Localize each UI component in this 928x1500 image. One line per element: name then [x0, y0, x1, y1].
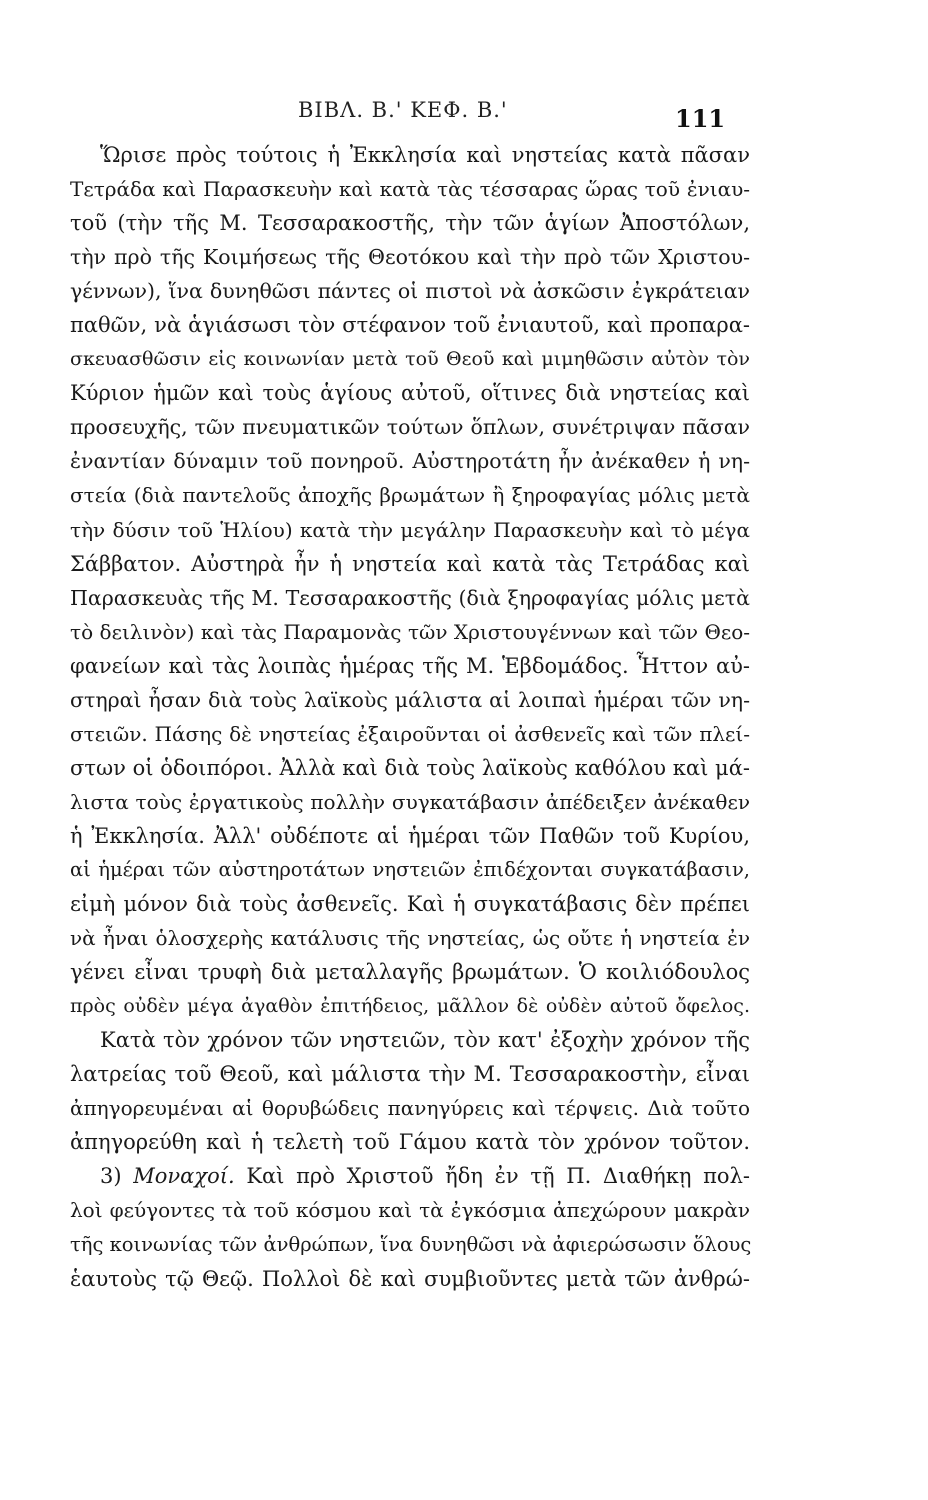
- text-line: φανείων καὶ τὰς λοιπὰς ἡμέρας τῆς Μ. Ἑβδομάδος. Ἧττον αὐ-: [70, 653, 750, 678]
- section-title: Μοναχοί.: [133, 1164, 235, 1189]
- text-line: ἑαυτοὺς τῷ Θεῷ. Πολλοὶ δὲ καὶ συμβιοῦντες μετὰ τῶν ἀνθρώ-: [70, 1266, 750, 1291]
- text-line: τὴν δύσιν τοῦ Ἡλίου) κατὰ τὴν μεγάλην Παρασκευὴν καὶ τὸ μέγα: [70, 517, 750, 542]
- running-header: ΒΙΒΛ. Β.' ΚΕΦ. Β.': [298, 98, 508, 122]
- text-line: τὴν πρὸ τῆς Κοιμήσεως τῆς Θεοτόκου καὶ τὴν πρὸ τῶν Χριστου-: [70, 245, 750, 270]
- text-line: γένει εἶναι τρυφὴ διὰ μεταλλαγῆς βρωμάτων. Ὁ κοιλιόδουλος: [70, 960, 750, 985]
- text-line: Κύριον ἡμῶν καὶ τοὺς ἁγίους αὐτοῦ, οἵτινες διὰ νηστείας καὶ: [70, 381, 750, 406]
- text-line: Ὥρισε πρὸς τούτοις ἡ Ἐκκλησία καὶ νηστείας κατὰ πᾶσαν: [100, 143, 750, 167]
- text-line: Σάββατον. Αὐστηρὰ ἦν ἡ νηστεία καὶ κατὰ τὰς Τετράδας καὶ: [70, 551, 750, 576]
- text-line: ἐναντίαν δύναμιν τοῦ πονηροῦ. Αὐστηροτάτη ἦν ἀνέκαθεν ἡ νη-: [70, 449, 750, 474]
- section-line: [70, 1159, 750, 1193]
- text-line: λιστα τοὺς ἐργατικοὺς πολλὴν συγκατάβασιν ἀπέδειξεν ἀνέκαθεν: [70, 789, 750, 814]
- text-line: Παρασκευὰς τῆς Μ. Τεσσαρακοστῆς (διὰ ξηροφαγίας μόλις μετὰ: [70, 585, 750, 610]
- text-line: παθῶν, νὰ ἁγιάσωσι τὸν στέφανον τοῦ ἐνιαυτοῦ, καὶ προπαρα-: [70, 313, 750, 338]
- text-line: πρὸς οὐδὲν μέγα ἀγαθὸν ἐπιτήδειος, μᾶλλον δὲ οὐδὲν αὐτοῦ ὄφελος.: [70, 995, 750, 1018]
- text-line: τοῦ (τὴν τῆς Μ. Τεσσαρακοστῆς, τὴν τῶν ἁγίων Ἀποστόλων,: [70, 211, 750, 236]
- text-line: τὸ δειλινὸν) καὶ τὰς Παραμονὰς τῶν Χριστουγέννων καὶ τῶν Θεο-: [70, 619, 750, 644]
- text-line: γέννων), ἵνα δυνηθῶσι πάντες οἱ πιστοὶ νὰ ἀσκῶσιν ἐγκράτειαν: [70, 279, 750, 304]
- text-line: ἀπηγορευμέναι αἱ θορυβώδεις πανηγύρεις καὶ τέρψεις. Διὰ τοῦτο: [70, 1096, 750, 1121]
- text-line: ἡ Ἐκκλησία. Ἀλλ' οὐδέποτε αἱ ἡμέραι τῶν Παθῶν τοῦ Κυρίου,: [70, 823, 750, 848]
- text-line: Κατὰ τὸν χρόνον τῶν νηστειῶν, τὸν κατ' ἐξοχὴν χρόνον τῆς: [100, 1028, 750, 1053]
- text-line: στεία (διὰ παντελοῦς ἀποχῆς βρωμάτων ἢ ξηροφαγίας μόλις μετὰ: [70, 483, 750, 508]
- text-line: τῆς κοινωνίας τῶν ἀνθρώπων, ἵνα δυνηθῶσι νὰ ἀφιερώσωσιν ὅλους: [70, 1232, 752, 1256]
- text-line: νὰ ἦναι ὁλοσχερὴς κατάλυσις τῆς νηστείας, ὡς οὔτε ἡ νηστεία ἐν: [70, 926, 750, 951]
- text-line: λοὶ φεύγοντες τὰ τοῦ κόσμου καὶ τὰ ἐγκόσμια ἀπεχώρουν μακρὰν: [70, 1198, 750, 1223]
- text-line: αἱ ἡμέραι τῶν αὐστηροτάτων νηστειῶν ἐπιδέχονται συγκατάβασιν,: [70, 857, 750, 881]
- text-line: στειῶν. Πάσης δὲ νηστείας ἐξαιροῦνται οἱ ἀσθενεῖς καὶ τῶν πλεί-: [70, 721, 750, 746]
- text-line: ἀπηγορεύθη καὶ ἡ τελετὴ τοῦ Γάμου κατὰ τὸν χρόνον τοῦτον.: [70, 1130, 750, 1155]
- body-text: [70, 138, 750, 1296]
- text-line: στηραὶ ἦσαν διὰ τοὺς λαϊκοὺς μάλιστα αἱ λοιπαὶ ἡμέραι τῶν νη-: [70, 687, 750, 712]
- text-line: εἰμὴ μόνον διὰ τοὺς ἀσθενεῖς. Καὶ ἡ συγκατάβασις δὲν πρέπει: [70, 892, 750, 917]
- text-line: στων οἱ ὁδοιπόροι. Ἀλλὰ καὶ διὰ τοὺς λαϊκοὺς καθόλου καὶ μά-: [70, 755, 750, 780]
- text-line: λατρείας τοῦ Θεοῦ, καὶ μάλιστα τὴν Μ. Τεσσαρακοστὴν, εἶναι: [70, 1062, 750, 1087]
- section-number: 3): [100, 1164, 134, 1189]
- page-number: 111: [675, 104, 726, 133]
- text-line: σκευασθῶσιν εἰς κοινωνίαν μετὰ τοῦ Θεοῦ καὶ μιμηθῶσιν αὐτὸν τὸν: [70, 348, 750, 371]
- text-line: προσευχῆς, τῶν πνευματικῶν τούτων ὅπλων, συνέτριψαν πᾶσαν: [70, 415, 750, 440]
- text-line: Τετράδα καὶ Παρασκευὴν καὶ κατὰ τὰς τέσσαρας ὥρας τοῦ ἐνιαυ-: [70, 177, 750, 202]
- section-line-text: Καὶ πρὸ Χριστοῦ ἤδη ἐν τῇ Π. Διαθήκῃ πολ-: [246, 1164, 750, 1189]
